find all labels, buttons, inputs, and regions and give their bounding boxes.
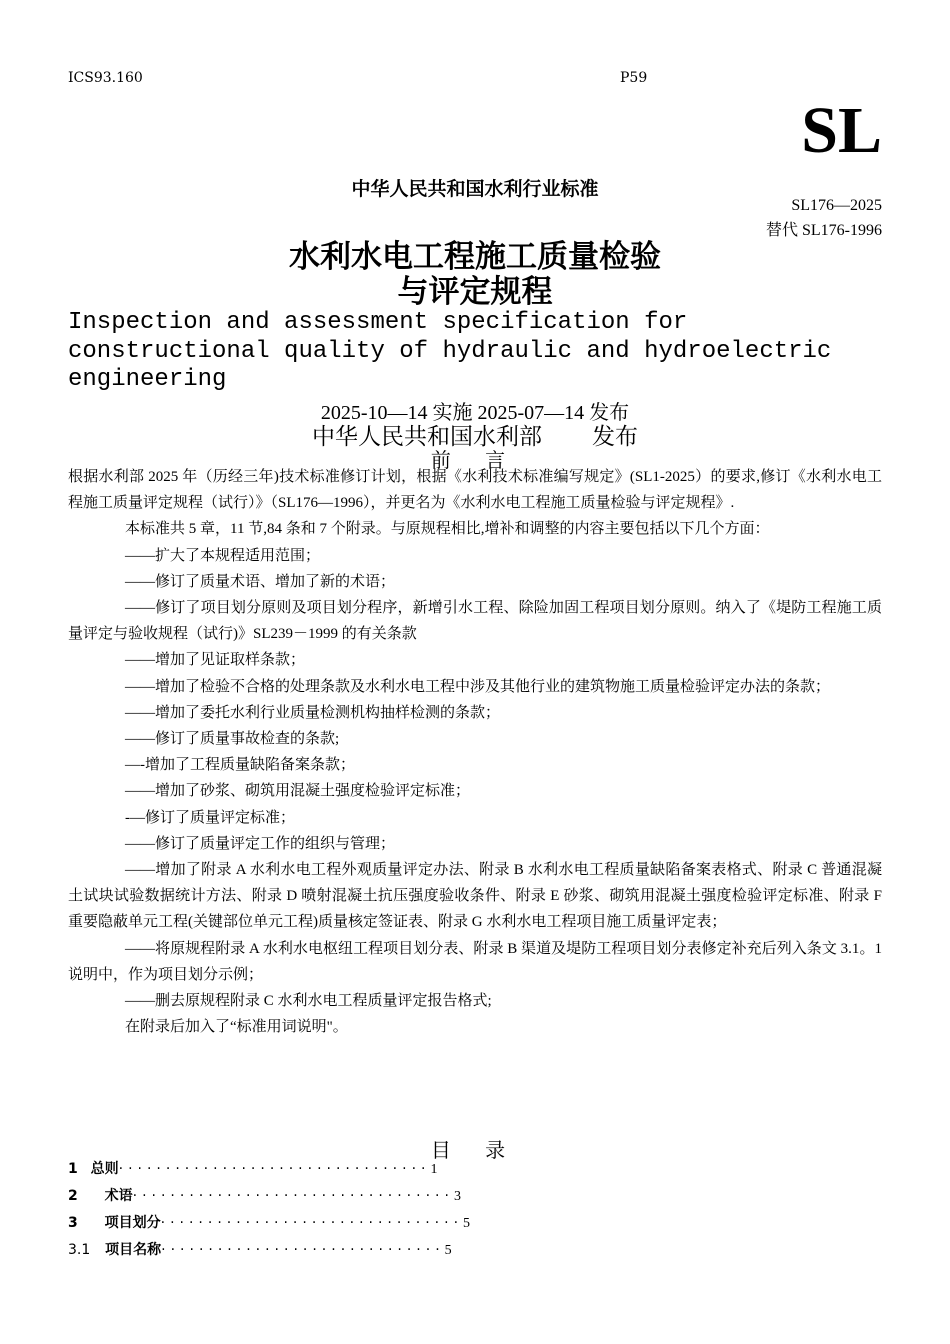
- toc-entry[interactable]: 3 项目划分································5: [68, 1215, 471, 1231]
- issuer-name: 中华人民共和国水利部: [312, 424, 542, 450]
- toc-entry[interactable]: 2 术语··································3: [68, 1188, 461, 1204]
- toc-entry-page: 1: [430, 1162, 438, 1177]
- toc-entry-page: 5: [463, 1216, 471, 1231]
- preface-paragraph: ——将原规程附录 A 水利水电枢纽工程项目划分表、附录 B 渠道及堤防工程项目划分表修定补充后列入条文 3.1。1 说明中，作为项目划分示例；: [68, 940, 882, 983]
- title-cn-line1: 水利水电工程施工质量检验: [289, 239, 661, 275]
- toc-entry-number: 2: [68, 1188, 78, 1204]
- preface-paragraph: ——增加了委托水利行业质量检测机构抽样检测的条款；: [125, 704, 501, 721]
- preface-paragraph: ——增加了附录 A 水利水电工程外观质量评定办法、附录 B 水利水电工程质量缺陷备案表格式、附录 C 普通混凝土试块试验数据统计方法、附录 D 喷射混凝土抗压强度验收条件、附录 E 砂浆、砌筑用混凝土强度检验评定标准、附录 F 重要隐蔽单元工程(关键部位单元工程)质量核定签证表、附录 G 水利水电工程项目施工质量评定表；: [68, 862, 882, 931]
- preface-paragraph: ——增加了砂浆、砌筑用混凝土强度检验评定标准；: [125, 783, 471, 800]
- title-en-line3: engineering: [68, 366, 227, 393]
- toc-entry-page: 5: [444, 1243, 452, 1258]
- preface-paragraph: ——修订了项目划分原则及项目划分程序，新增引水工程、除险加固工程项目划分原则。纳入了《堤防工程施工质量评定与验收规程（试行)》SL239－1999 的有关条款: [68, 600, 882, 643]
- table-of-contents: [68, 1156, 470, 1264]
- toc-entry-title: 项目划分: [104, 1215, 161, 1231]
- preface-paragraph: 根据水利部 2025 年（历经三年)技术标准修订计划，根据《水利技术标准编写规定》(SL1-2025）的要求,修订《水利水电工程施工质量评定规程（试行）》（SL176—1996），并更名为《水利水电工程施工质量检验与评定规程》.: [68, 469, 882, 512]
- standard-category: 中华人民共和国水利行业标准: [351, 178, 599, 200]
- toc-entry-title: 术语: [104, 1188, 133, 1204]
- classification-code: P59: [620, 70, 648, 86]
- toc-entry-title: 项目名称: [105, 1242, 162, 1258]
- preface-paragraph: ——删去原规程附录 C 水利水电工程质量评定报告格式;: [125, 993, 492, 1010]
- toc-entry-number: 3: [68, 1215, 78, 1231]
- preface-body: [68, 464, 882, 1040]
- preface-paragraph: ——增加了见证取样条款；: [125, 652, 306, 669]
- sl-logo: SL: [801, 94, 882, 167]
- title-cn-line2: 与评定规程: [397, 274, 553, 310]
- title-en-line2: constructional quality of hydraulic and hydroelectric: [68, 337, 832, 365]
- replaced-standard: 替代 SL176-1996: [765, 222, 882, 239]
- toc-entry-number: 1: [68, 1161, 78, 1177]
- preface-heading: 前 言: [430, 448, 520, 472]
- preface-paragraph: ——增加了检验不合格的处理条款及水利水电工程中涉及其他行业的建筑物施工质量检验评定办法的条款；: [125, 678, 831, 695]
- preface-paragraph: ——扩大了本规程适用范围；: [125, 547, 321, 564]
- standard-code: SL176—2025: [791, 197, 882, 214]
- title-en-line1: Inspection and assessment specification for: [68, 309, 688, 336]
- toc-entry-number: 3.1: [68, 1242, 91, 1258]
- toc-entry-page: 3: [453, 1189, 461, 1204]
- preface-paragraph: —-增加了工程质量缺陷备案条款；: [125, 757, 355, 774]
- preface-paragraph: 本标准共 5 章，11 节,84 条和 7 个附录。与原规程相比,增补和调整的内容主要包括以下几个方面：: [125, 521, 770, 538]
- effective-dates: 2025-10—14 实施 2025-07—14 发布: [320, 402, 630, 424]
- toc-entry-title: 总则: [90, 1161, 119, 1177]
- preface-paragraph: -—修订了质量评定标准；: [125, 809, 295, 826]
- preface-paragraph: 在附录后加入了“标准用词说明"。: [125, 1019, 348, 1036]
- toc-entry[interactable]: 3.1 项目名称······························5: [68, 1242, 452, 1258]
- preface-paragraph: ——修订了质量术语、增加了新的术语；: [125, 573, 396, 590]
- ics-code: ICS93.160: [68, 70, 143, 86]
- issuer-action: 发布: [592, 424, 638, 450]
- toc-entry[interactable]: 1 总则·································1: [68, 1161, 438, 1177]
- preface-paragraph: ——修订了质量事故检查的条款;: [125, 731, 340, 748]
- preface-paragraph: ——修订了质量评定工作的组织与管理；: [125, 835, 396, 852]
- toc-heading: 目 录: [430, 1138, 520, 1162]
